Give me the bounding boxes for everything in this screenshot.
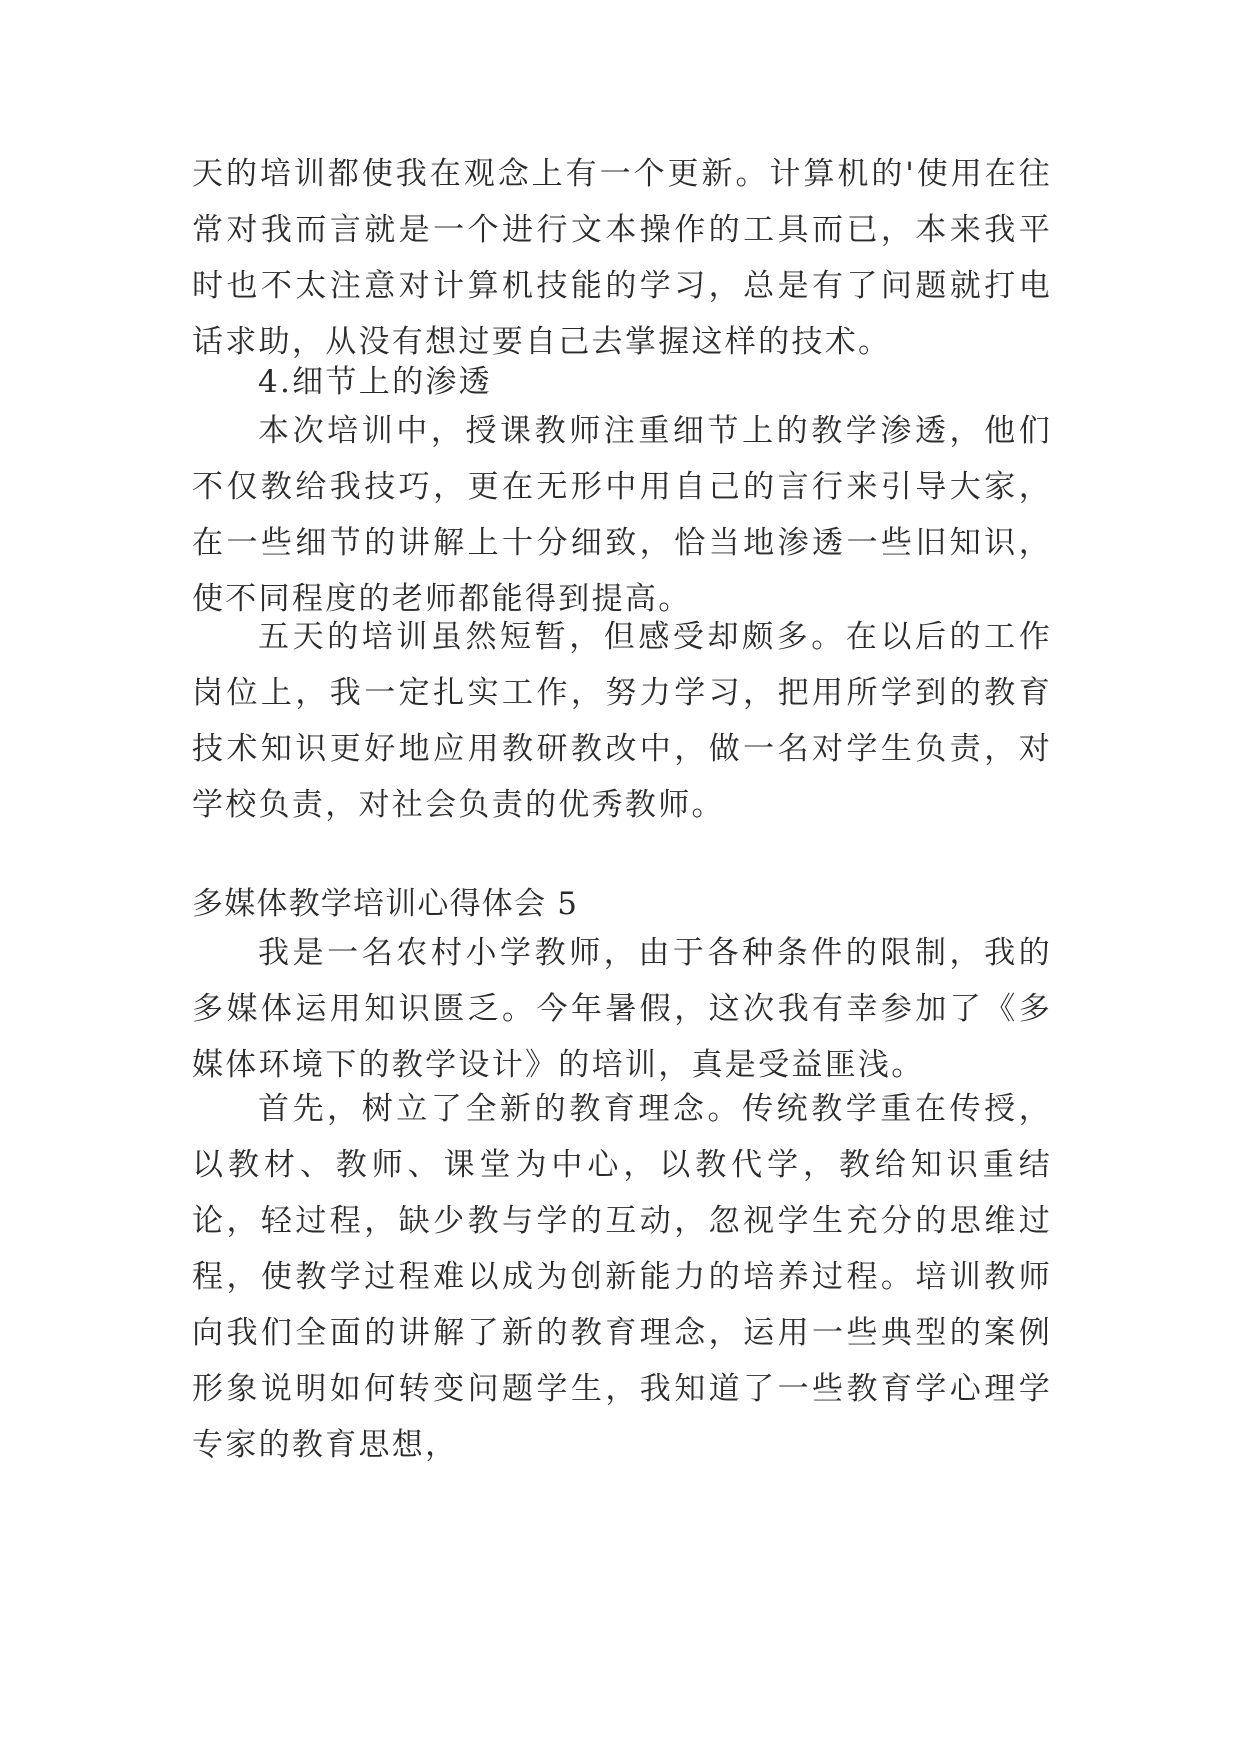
subheading-detail-infiltration: 4.细节上的渗透	[258, 364, 492, 400]
paragraph-new-education-concept: 首先，树立了全新的教育理念。传统教学重在传授，以教材、教师、课堂为中心，以教代学，教给知识重结论，轻过程，缺少教与学的互动，忽视学生充分的思维过程，使教学过程难以成为创新能力的培养过程。培训教师向我们全面的讲解了新的教育理念，运用一些典型的案例形象说明如何转变问题学生，我知道了一些教育学心理学专家的教育思想，	[192, 1091, 1052, 1463]
paragraph-rural-teacher-intro: 我是一名农村小学教师，由于各种条件的限制，我的多媒体运用知识匮乏。今年暑假，这次我有幸参加了《多媒体环境下的教学设计》的培训，真是受益匪浅。	[192, 935, 1052, 1083]
paragraph-five-day-summary: 五天的培训虽然短暂，但感受却颇多。在以后的工作岗位上，我一定扎实工作，努力学习，把用所学到的教育技术知识更好地应用教研教改中，做一名对学生负责，对学校负责，对社会负责的优秀教师。	[192, 619, 1052, 823]
paragraph-continuation: 天的培训都使我在观念上有一个更新。计算机的'使用在往常对我而言就是一个进行文本操作的工具而已，本来我平时也不太注意对计算机技能的学习，总是有了问题就打电话求助，从没有想过要自己去掌握这样的技术。	[192, 156, 1052, 360]
paragraph-detail-teaching: 本次培训中，授课教师注重细节上的教学渗透，他们不仅教给我技巧，更在无形中用自己的言行来引导大家，在一些细节的讲解上十分细致，恰当地渗透一些旧知识，使不同程度的老师都能得到提高。	[192, 413, 1052, 617]
section-title: 多媒体教学培训心得体会 5	[192, 886, 579, 922]
